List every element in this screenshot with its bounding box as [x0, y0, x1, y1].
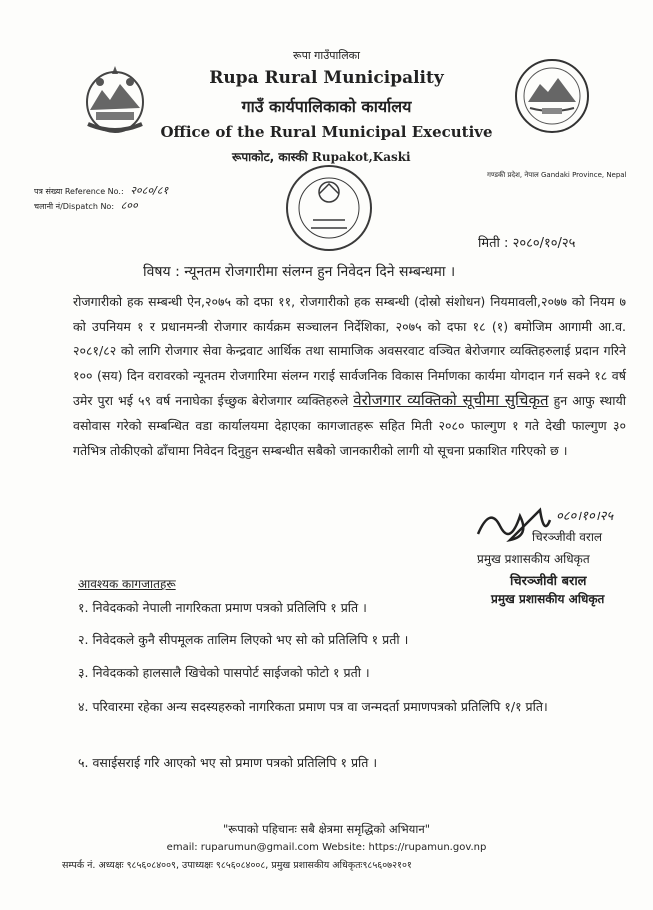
reference-value: २०८०/८१ — [130, 184, 169, 197]
body-part-1: रोजगारीको हक सम्बन्धी ऐन,२०७५ को दफा ११, रोजगारीको हक सम्बन्धी (दोस्रो संशोधन) नियमावली,२०७७ को नियम ७ को उपनियम १ र प्रधानमन्त्री रोजगार कार्यक्रम सञ्चालन निर्देशिका, २०७५ को दफा १८ (१) बमोजिम आगामी आ.व. २०८१/८२ को लागि रोजगार सेवा केन्द्रवाट आर्थिक तथा सामाजिक अवसरवाट वञ्चित बेरोजगार व्यक्तिहरुलाई प्रदान गरिने १०० (सय) दिन वरावरको न्यूनतम रोजगारिमा संलग्न गराई सार्वजनिक विकास निर्माणका कार्यमा योगदान गर्न सक्ने १८ वर्ष उमेर पुरा भई ५९ वर्ष ननाघेका ईच्छुक बेरोजगार व्यक्तिहरुले — [73, 294, 626, 409]
dispatch-value: ८०० — [120, 199, 138, 212]
rupa-municipality-logo-icon — [512, 50, 592, 140]
address-np: रूपाकोट, कास्की — [232, 150, 308, 164]
document-item-2: २. निवेदकले कुनै सीपमूलक तालिम लिएको भए सो को प्रतिलिपि १ प्रती । — [78, 632, 409, 647]
footer-contact: email: ruparumun@gmail.com Website: https://rupamun.gov.np — [166, 842, 487, 853]
signatory-stamp-name: चिरञ्जीवी बराल — [510, 574, 587, 589]
document-item-3: ३. निवेदकको हालसालै खिचेको पासपोर्ट साईजको फोटो १ प्रती । — [78, 665, 370, 680]
header-title-np: गाउँ कार्यपालिकाको कार्यालय — [241, 97, 412, 116]
signatory-title: प्रमुख प्रशासकीय अधिकृत — [477, 552, 590, 566]
document-item-1: १. निवेदकको नेपाली नागरिकता प्रमाण पत्रको प्रतिलिपि १ प्रति । — [78, 600, 367, 615]
footer-slogan: "रूपाको पहिचानः सबै क्षेत्रमा समृद्धिको अभियान" — [222, 822, 430, 836]
header-office-en: Office of the Rural Municipal Executive — [160, 123, 493, 141]
header-title-en: Rupa Rural Municipality — [209, 68, 444, 88]
header-top-text: रूपा गाउँपालिका — [293, 49, 360, 62]
dispatch-label: चलानी नं/Dispatch No: — [34, 202, 115, 211]
reference-label: पत्र संख्या Reference No.: — [34, 187, 124, 196]
documents-heading: आवश्यक कागजातहरू — [78, 577, 176, 591]
body-highlight: वेरोजगार व्यक्तिको सूचीमा सुचिकृत — [353, 391, 549, 410]
signatory-name: चिरञ्जीवी वराल — [532, 530, 603, 544]
province-text: गण्डकी प्रदेश, नेपाल Gandaki Province, Nepal — [487, 171, 627, 179]
date-line: मिती : २०८०/१०/२५ — [478, 236, 576, 251]
body-part-2: हुन आफु स्थायी वसोवास गरेको सम्बन्धित वडा कार्यालयमा देहाएका कागजातहरू सहित मिती २०८० फाल्गुण १ गते देखी फाल्गुण ३० गतेभित्र तोकीएको ढाँचामा निवेदन दिनुहुन सम्बन्धीत सबैको जानकारीको लागी यो सूचना प्रकाशित गरिएको छ । — [73, 393, 626, 458]
document-item-5: ५. वसाईसराई गरि आएको भए सो प्रमाण पत्रको प्रतिलिपि १ प्रति । — [78, 755, 378, 770]
document-item-4: ४. परिवारमा रहेका अन्य सदस्यहरुको नागरिकता प्रमाण पत्र वा जन्मदर्ता प्रमाणपत्रको प्रतिलिपि १/१ प्रति। — [78, 699, 548, 714]
notice-body — [73, 290, 626, 463]
signature-date: ०८०।१०।२५ — [556, 509, 614, 524]
subject-line: विषय : न्यूनतम रोजगारीमा संलग्न हुन निवेदन दिने सम्बन्धमा । — [143, 264, 456, 280]
dispatch-number — [34, 198, 138, 213]
reference-number — [34, 183, 168, 198]
footer-phones: सम्पर्क नं. अध्यक्षः ९८५६०८४००९, उपाध्यक्षः ९८५६०८४००८, प्रमुख प्रशासकीय अधिकृतः९८५६०७२१०१ — [62, 860, 412, 871]
signatory-stamp-title: प्रमुख प्रशासकीय अधिकृत — [491, 592, 605, 606]
address-en: Rupakot,Kaski — [311, 150, 411, 164]
office-seal-stamp — [283, 162, 375, 254]
